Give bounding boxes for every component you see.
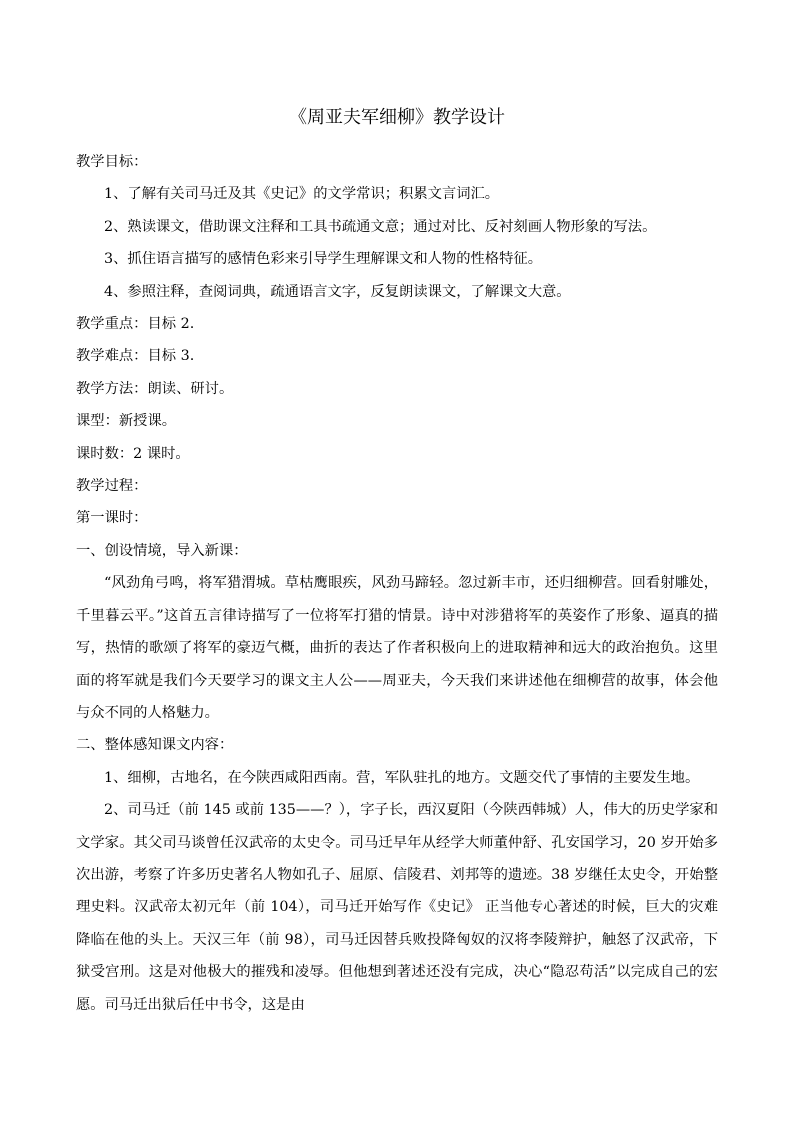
teaching-process-heading: 教学过程： <box>76 478 148 495</box>
document-page <box>76 104 718 1021</box>
goal-item-3: 3、抓住语言描写的感情色彩来引导学生理解课文和人物的性格特征。 <box>104 251 542 268</box>
goals-heading: 教学目标： <box>76 154 148 170</box>
document-title: 《周亚夫军细柳》教学设计 <box>289 107 505 128</box>
goal-item-4: 4、参照注释，查阅词典，疏通语言文字，反复朗读课文，了解课文大意。 <box>104 283 571 300</box>
item-1-paragraph: 1、细柳，古地名，在今陕西咸阳西南。营，军队驻扎的地方。文题交代了事情的主要发生地。 <box>104 769 700 786</box>
teaching-method: 教学方法：朗读、研讨。 <box>76 380 234 397</box>
lesson-type: 课型：新授课。 <box>76 413 177 430</box>
first-lesson-heading: 第一课时： <box>76 510 148 527</box>
lesson-hours: 课时数：2 课时。 <box>76 445 190 462</box>
goal-item-1: 1、了解有关司马迁及其《史记》的文学常识；积累文言词汇。 <box>104 186 500 203</box>
intro-paragraph: “风劲角弓鸣，将军猎渭城。草枯鹰眼疾，风劲马蹄轻。忽过新丰市，还归细柳营。回看射雕处，千里暮云平。”这首五言律诗描写了一位将军打猎的情景。诗中对涉猎将军的英姿作了形象、逼真的描写，热情的歌颂了将军的豪迈气概，曲折的表达了作者积极向上的进取精神和远大的政治抱负。这里面的将军就是我们今天要学习的课文主人公——周亚夫，今天我们来讲述他在细柳营的故事，体会他与众不同的人格魅力。 <box>76 575 718 721</box>
teaching-difficulty: 教学难点：目标 3. <box>76 348 195 365</box>
section-2-heading: 二、整体感知课文内容： <box>76 737 234 754</box>
section-1-heading: 一、创设情境，导入新课： <box>76 542 248 559</box>
teaching-focus: 教学重点：目标 2. <box>76 316 195 333</box>
item-2-paragraph: 2、司马迁（前 145 或前 135——？），字子长，西汉夏阳（今陕西韩城）人，伟大的历史学家和文学家。其父司马谈曾任汉武帝的太史令。司马迁早年从经学大师董仲舒、孔安国学习，20 岁开始多次出游，考察了许多历史著名人物如孔子、屈原、信陵君、刘邦等的遗迹。38 岁继任太史令，开始整理史料。汉武帝太初元年（前 104），司马迁开始写作《史记》 正当他专心著述的时候，巨大的灾难降临在他的头上。天汉三年（前 98），司马迁因替兵败投降匈奴的汉将李陵辩护，触怒了汉武帝，下狱受宫刑。这是对他极大的摧残和凌辱。但他想到著述还没有完成，决心“隐忍苟活”以完成自己的宏愿。司马迁出狱后任中书令，这是由 <box>76 802 718 1013</box>
goal-item-2: 2、熟读课文，借助课文注释和工具书疏通文意；通过对比、反衬刻画人物形象的写法。 <box>104 218 657 235</box>
